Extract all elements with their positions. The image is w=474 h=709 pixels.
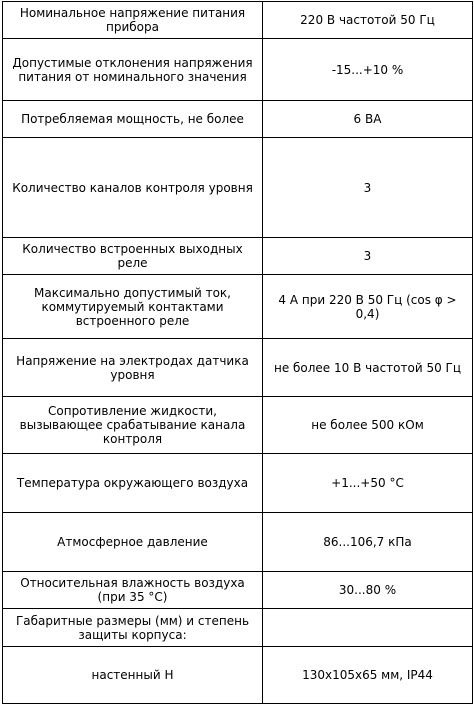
- param-cell: Допустимые отклонения напряжения питания от номинального значения: [3, 39, 263, 101]
- value-cell: 3: [263, 238, 473, 275]
- table-row: [3, 238, 473, 275]
- param-cell: Атмосферное давление: [3, 513, 263, 572]
- value-cell: не более 500 кОм: [263, 397, 473, 454]
- table-row: [3, 572, 473, 609]
- param-cell: Сопротивление жидкости, вызывающее срабатывание канала контроля: [3, 397, 263, 454]
- specifications-table: [2, 1, 473, 704]
- value-cell: 3: [263, 138, 473, 238]
- param-cell: Количество встроенных выходных реле: [3, 238, 263, 275]
- table-row: [3, 275, 473, 339]
- table-row: [3, 513, 473, 572]
- value-cell: [263, 609, 473, 647]
- param-cell: Напряжение на электродах датчика уровня: [3, 339, 263, 397]
- value-cell: +1...+50 °С: [263, 454, 473, 513]
- param-cell: Номинальное напряжение питания прибора: [3, 2, 263, 39]
- param-cell: Максимально допустимый ток, коммутируемый контактами встроенного реле: [3, 275, 263, 339]
- value-cell: -15...+10 %: [263, 39, 473, 101]
- table-row: [3, 101, 473, 138]
- param-cell: Температура окружающего воздуха: [3, 454, 263, 513]
- table-row: [3, 397, 473, 454]
- table-row: [3, 609, 473, 647]
- table-row: [3, 647, 473, 704]
- table-row: [3, 2, 473, 39]
- value-cell: 6 ВА: [263, 101, 473, 138]
- table-row: [3, 39, 473, 101]
- param-cell: Количество каналов контроля уровня: [3, 138, 263, 238]
- value-cell: 130х105х65 мм, IP44: [263, 647, 473, 704]
- param-cell: Относительная влажность воздуха (при 35 °С): [3, 572, 263, 609]
- table-row: [3, 454, 473, 513]
- value-cell: 86...106,7 кПа: [263, 513, 473, 572]
- table-row: [3, 339, 473, 397]
- table-row: [3, 138, 473, 238]
- value-cell: 30...80 %: [263, 572, 473, 609]
- value-cell: 220 В частотой 50 Гц: [263, 2, 473, 39]
- param-cell: настенный Н: [3, 647, 263, 704]
- param-cell: Потребляемая мощность, не более: [3, 101, 263, 138]
- value-cell: 4 А при 220 В 50 Гц (cos φ > 0,4): [263, 275, 473, 339]
- value-cell: не более 10 В частотой 50 Гц: [263, 339, 473, 397]
- param-cell: Габаритные размеры (мм) и степень защиты корпуса:: [3, 609, 263, 647]
